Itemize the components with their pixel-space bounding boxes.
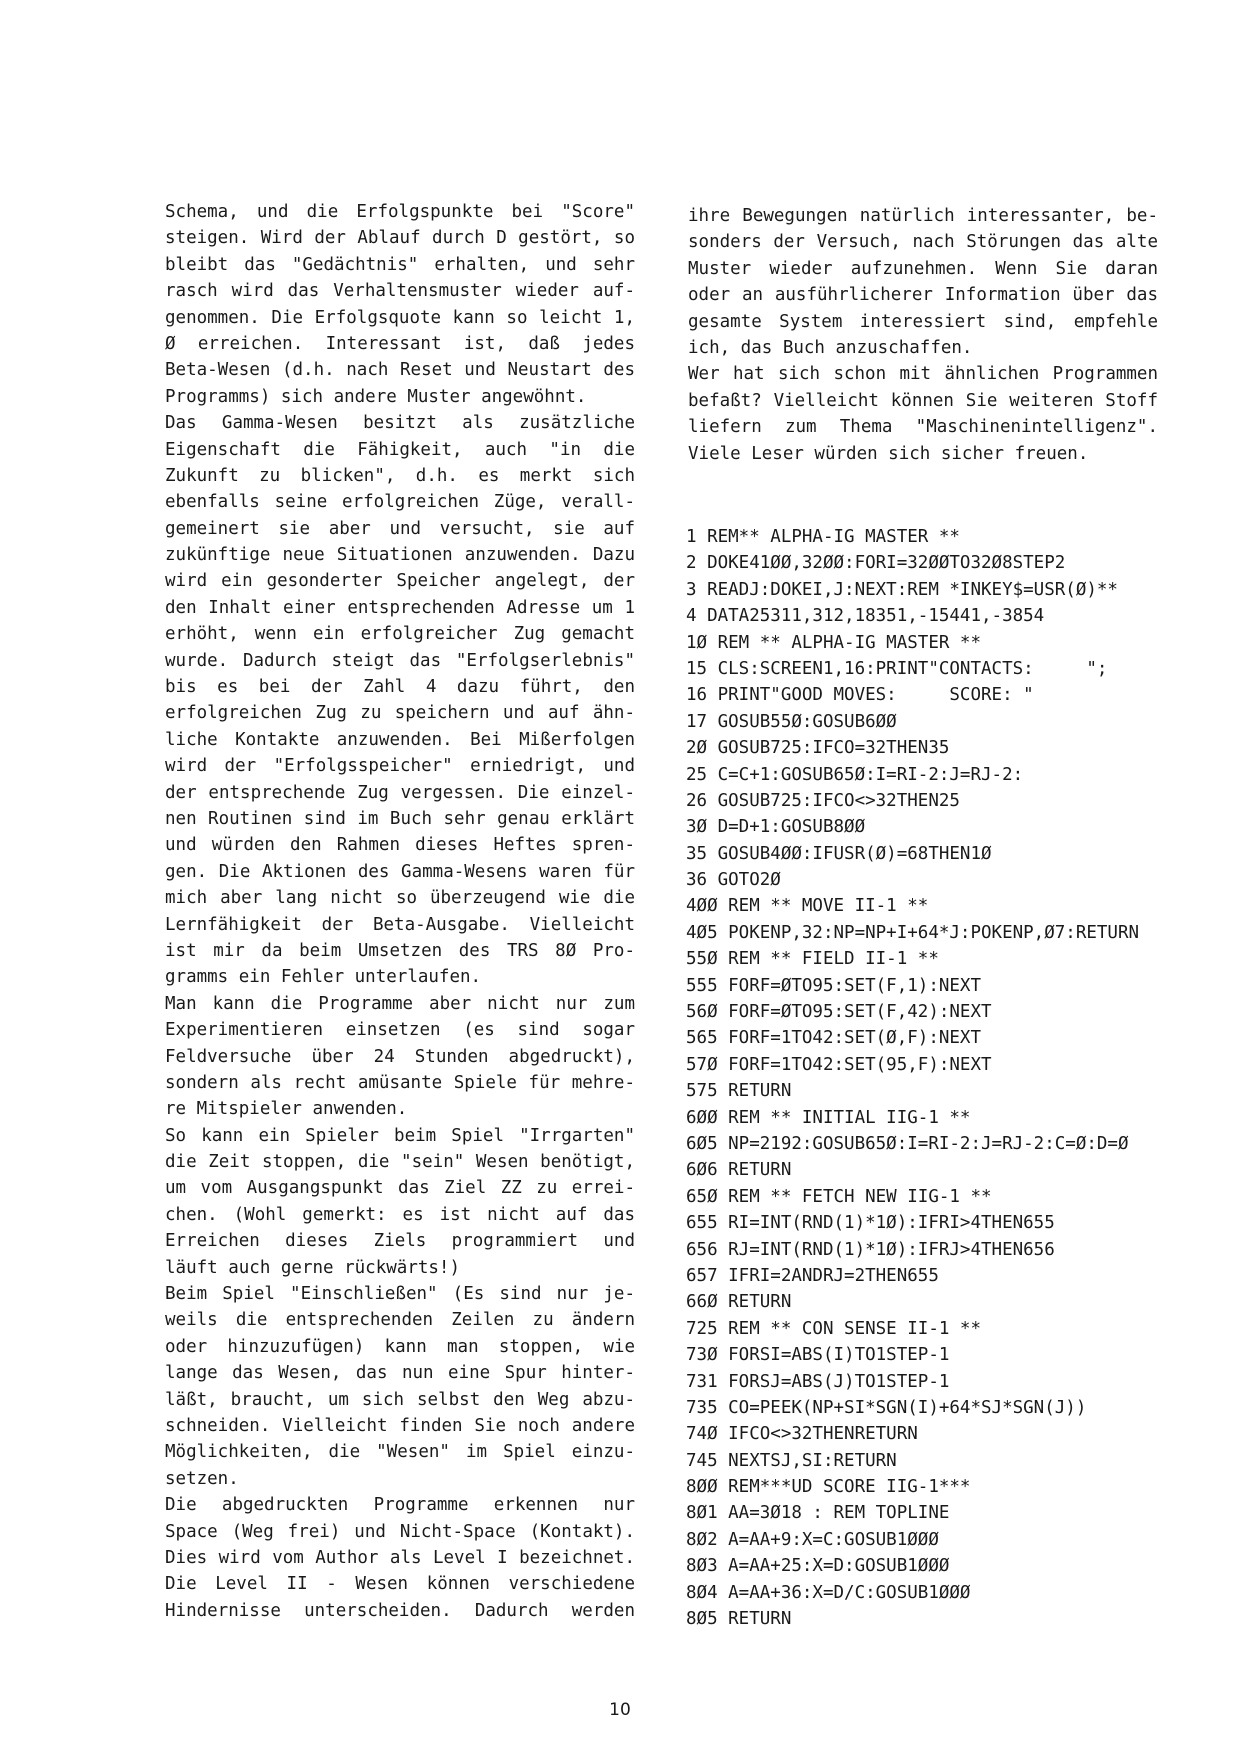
text-line: ich, das Buch anzuschaffen. xyxy=(688,337,973,358)
code-line: 26 GOSUB725:IFCO<>32THEN25 xyxy=(686,790,960,811)
code-line: 35 GOSUB4ØØ:IFUSR(Ø)=68THEN1Ø xyxy=(686,843,992,864)
code-line: 16 PRINT"GOOD MOVES: SCORE: " xyxy=(686,685,1034,706)
text-line: zukünftige neue Situationen anzuwenden. Dazu xyxy=(165,545,635,566)
code-line: 731 FORSJ=ABS(J)TO1STEP-1 xyxy=(686,1371,950,1392)
code-line: 745 NEXTSJ,SI:RETURN xyxy=(686,1450,897,1471)
code-line: 74Ø IFCO<>32THENRETURN xyxy=(686,1424,918,1445)
text-line: liche Kontakte anzuwenden. Bei Mißerfolgen xyxy=(165,729,635,750)
code-line: 6Ø6 RETURN xyxy=(686,1160,792,1181)
code-line: 575 RETURN xyxy=(686,1081,792,1102)
text-line: ist mir da beim Umsetzen des TRS 8Ø Pro- xyxy=(165,940,635,961)
text-line: gemeinert sie aber und versucht, sie auf xyxy=(165,518,635,539)
code-line: 2 DOKE41ØØ,32ØØ:FORI=32ØØTO32Ø8STEP2 xyxy=(686,553,1066,574)
text-line: So kann ein Spieler beim Spiel "Irrgarten" xyxy=(165,1125,635,1146)
text-line: re Mitspieler anwenden. xyxy=(165,1099,408,1120)
text-line: erhöht, wenn ein erfolgreicher Zug gemacht xyxy=(165,624,635,645)
code-line: 2Ø GOSUB725:IFCO=32THEN35 xyxy=(686,738,950,759)
text-line: Zukunft zu blicken", d.h. es merkt sich xyxy=(165,465,635,486)
basic-code-listing xyxy=(686,524,1186,1632)
text-line: bis es bei der Zahl 4 dazu führt, den xyxy=(165,677,635,698)
text-line: läßt, braucht, um sich selbst den Weg abzu- xyxy=(165,1389,635,1410)
text-line: Beim Spiel "Einschließen" (Es sind nur je- xyxy=(165,1284,635,1305)
code-line: 4ØØ REM ** MOVE II-1 ** xyxy=(686,896,929,917)
code-line: 8Ø2 A=AA+9:X=C:GOSUB1ØØØ xyxy=(686,1529,939,1550)
text-line: wird der "Erfolgsspeicher" erniedrigt, und xyxy=(165,756,635,777)
text-line: nen Routinen sind im Buch sehr genau erklärt xyxy=(165,808,635,829)
code-line: 6ØØ REM ** INITIAL IIG-1 ** xyxy=(686,1107,971,1128)
text-line: chen. (Wohl gemerkt: es ist nicht auf das xyxy=(165,1204,635,1225)
code-line: 1Ø REM ** ALPHA-IG MASTER ** xyxy=(686,632,982,653)
code-line: 656 RJ=INT(RND(1)*1Ø):IFRJ>4THEN656 xyxy=(686,1239,1055,1260)
text-line: den Inhalt einer entsprechenden Adresse um 1 xyxy=(165,597,635,618)
code-line: 36 GOTO2Ø xyxy=(686,870,781,891)
text-line: steigen. Wird der Ablauf durch D gestört, so xyxy=(165,228,635,249)
text-line: Die Level II - Wesen können verschiedene xyxy=(165,1574,635,1595)
text-line: genommen. Die Erfolgsquote kann so leicht 1, xyxy=(165,307,635,328)
text-line: befaßt? Vielleicht können Sie weiteren Stoff xyxy=(688,390,1158,411)
code-line: 735 CO=PEEK(NP+SI*SGN(I)+64*SJ*SGN(J)) xyxy=(686,1397,1087,1418)
text-line: Hindernisse unterscheiden. Dadurch werden xyxy=(165,1600,635,1621)
text-line: sondern als recht amüsante Spiele für mehre- xyxy=(165,1072,635,1093)
code-line: 73Ø FORSI=ABS(I)TO1STEP-1 xyxy=(686,1345,950,1366)
code-line: 8Ø5 RETURN xyxy=(686,1609,792,1630)
text-line: Dies wird vom Author als Level I bezeichnet. xyxy=(165,1547,635,1568)
text-line: gramms ein Fehler unterlaufen. xyxy=(165,967,482,988)
code-line: 66Ø RETURN xyxy=(686,1292,792,1313)
code-line: 57Ø FORF=1TO42:SET(95,F):NEXT xyxy=(686,1054,992,1075)
right-text-column xyxy=(688,203,1158,467)
text-line: bleibt das "Gedächtnis" erhalten, und sehr xyxy=(165,254,635,275)
code-line: 725 REM ** CON SENSE II-1 ** xyxy=(686,1318,982,1339)
text-line: oder an ausführlicherer Information über das xyxy=(688,285,1158,306)
text-line: Beta-Wesen (d.h. nach Reset und Neustart des xyxy=(165,360,635,381)
text-line: lange das Wesen, das nun eine Spur hinter- xyxy=(165,1363,635,1384)
text-line: Die abgedruckten Programme erkennen nur xyxy=(165,1495,635,1516)
code-line: 555 FORF=ØTO95:SET(F,1):NEXT xyxy=(686,975,982,996)
text-line: ebenfalls seine erfolgreichen Züge, verall- xyxy=(165,492,635,513)
text-line: läuft auch gerne rückwärts!) xyxy=(165,1257,461,1278)
code-line: 565 FORF=1TO42:SET(Ø,F):NEXT xyxy=(686,1028,982,1049)
text-line: erfolgreichen Zug zu speichern und auf ähn- xyxy=(165,703,635,724)
text-line: gesamte System interessiert sind, empfehle xyxy=(688,311,1158,332)
text-line: die Zeit stoppen, die "sein" Wesen benötigt, xyxy=(165,1152,635,1173)
text-line: Viele Leser würden sich sicher freuen. xyxy=(688,443,1089,464)
text-line: und würden den Rahmen dieses Heftes spren- xyxy=(165,835,635,856)
text-line: Feldversuche über 24 Stunden abgedruckt), xyxy=(165,1046,635,1067)
code-line: 8Ø3 A=AA+25:X=D:GOSUB1ØØØ xyxy=(686,1556,950,1577)
text-line: Experimentieren einsetzen (es sind sogar xyxy=(165,1020,635,1041)
text-line: Schema, und die Erfolgspunkte bei "Score" xyxy=(165,202,635,222)
code-line: 65Ø REM ** FETCH NEW IIG-1 ** xyxy=(686,1186,992,1207)
text-line: Lernfähigkeit der Beta-Ausgabe. Vielleicht xyxy=(165,914,635,935)
text-line: setzen. xyxy=(165,1468,239,1489)
code-line: 15 CLS:SCREEN1,16:PRINT"CONTACTS: "; xyxy=(686,658,1108,679)
text-line: Erreichen dieses Ziels programmiert und xyxy=(165,1231,635,1252)
text-line: um vom Ausgangspunkt das Ziel ZZ zu errei- xyxy=(165,1178,635,1199)
text-line: Möglichkeiten, die "Wesen" im Spiel einzu- xyxy=(165,1442,635,1463)
code-line: 8ØØ REM***UD SCORE IIG-1*** xyxy=(686,1477,971,1498)
code-line: 25 C=C+1:GOSUB65Ø:I=RI-2:J=RJ-2: xyxy=(686,764,1024,785)
code-line: 6Ø5 NP=2192:GOSUB65Ø:I=RI-2:J=RJ-2:C=Ø:D=Ø xyxy=(686,1133,1129,1154)
code-line: 17 GOSUB55Ø:GOSUB6ØØ xyxy=(686,711,897,732)
code-line: 4 DATA25311,312,18351,-15441,-3854 xyxy=(686,606,1045,627)
text-line: wird ein gesonderter Speicher angelegt, der xyxy=(165,571,635,592)
code-line: 55Ø REM ** FIELD II-1 ** xyxy=(686,949,939,970)
text-line: schneiden. Vielleicht finden Sie noch andere xyxy=(165,1415,635,1436)
text-line: Wer hat sich schon mit ähnlichen Programmen xyxy=(688,364,1158,385)
text-line: Space (Weg frei) und Nicht-Space (Kontakt). xyxy=(165,1521,635,1542)
text-line: Programms) sich andere Muster angewöhnt. xyxy=(165,386,587,407)
code-line: 3Ø D=D+1:GOSUB8ØØ xyxy=(686,817,866,838)
code-line: 4Ø5 POKENP,32:NP=NP+I+64*J:POKENP,Ø7:RETURN xyxy=(686,922,1140,943)
text-line: Muster wieder aufzunehmen. Wenn Sie daran xyxy=(688,258,1158,279)
page-number: 10 xyxy=(609,1700,631,1720)
text-line: Ø erreichen. Interessant ist, daß jedes xyxy=(165,333,635,354)
code-line: 657 IFRI=2ANDRJ=2THEN655 xyxy=(686,1265,939,1286)
text-line: liefern zum Thema "Maschinenintelligenz". xyxy=(688,417,1158,438)
code-line: 655 RI=INT(RND(1)*1Ø):IFRI>4THEN655 xyxy=(686,1213,1055,1234)
left-text-column xyxy=(165,199,635,1624)
text-line: sonders der Versuch, nach Störungen das alte xyxy=(688,232,1158,253)
code-line: 56Ø FORF=ØTO95:SET(F,42):NEXT xyxy=(686,1002,992,1023)
text-line: weils die entsprechenden Zeilen zu ändern xyxy=(165,1310,635,1331)
text-line: Eigenschaft die Fähigkeit, auch "in die xyxy=(165,439,635,460)
text-line: oder hinzuzufügen) kann man stoppen, wie xyxy=(165,1336,635,1357)
text-line: rasch wird das Verhaltensmuster wieder auf- xyxy=(165,281,635,302)
code-line: 8Ø1 AA=3Ø18 : REM TOPLINE xyxy=(686,1503,950,1524)
text-line: ihre Bewegungen natürlich interessanter, be- xyxy=(688,206,1158,226)
code-line: 1 REM** ALPHA-IG MASTER ** xyxy=(686,527,960,547)
text-line: wurde. Dadurch steigt das "Erfolgserlebnis" xyxy=(165,650,635,671)
text-line: gen. Die Aktionen des Gamma-Wesens waren für xyxy=(165,861,635,882)
text-line: Man kann die Programme aber nicht nur zum xyxy=(165,993,635,1014)
text-line: mich aber lang nicht so überzeugend wie die xyxy=(165,888,635,909)
text-line: der entsprechende Zug vergessen. Die einzel- xyxy=(165,782,635,803)
text-line: Das Gamma-Wesen besitzt als zusätzliche xyxy=(165,413,635,434)
code-line: 3 READJ:DOKEI,J:NEXT:REM *INKEY$=USR(Ø)** xyxy=(686,579,1118,600)
code-line: 8Ø4 A=AA+36:X=D/C:GOSUB1ØØØ xyxy=(686,1582,971,1603)
